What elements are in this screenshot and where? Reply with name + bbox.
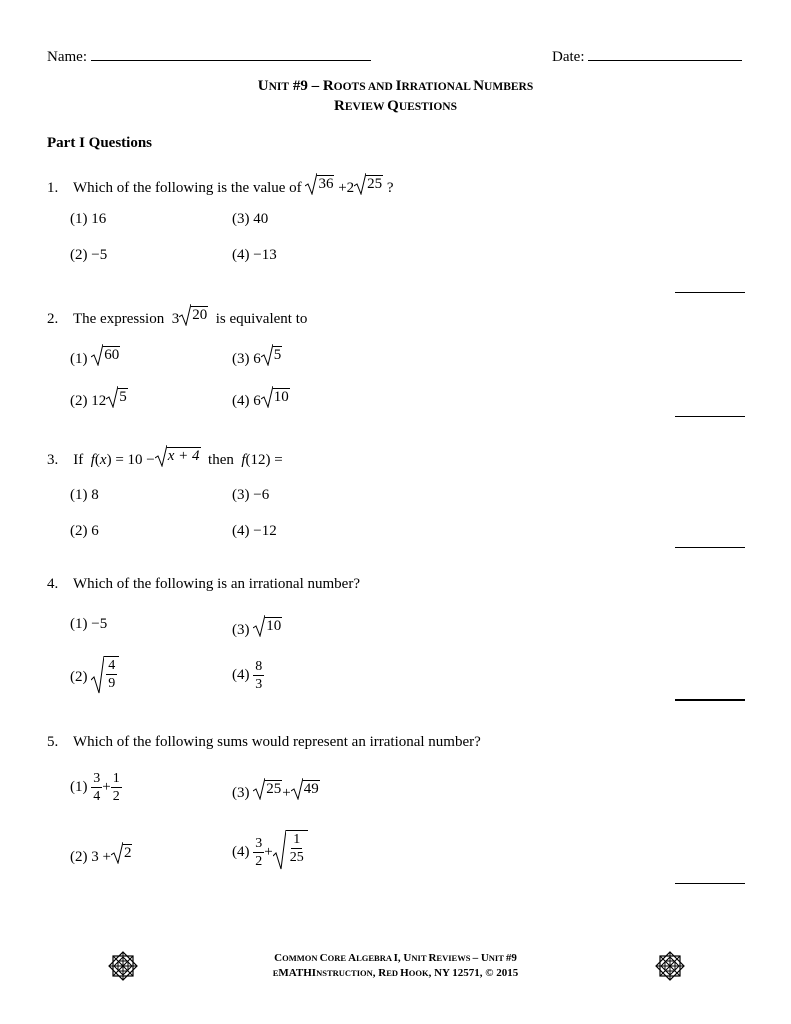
q3-choice-4[interactable]: (4) −12 xyxy=(232,523,277,539)
q2-choice-4[interactable]: (4) 6 10 xyxy=(232,386,290,410)
q1-choice-3[interactable]: (3) 40 xyxy=(232,211,269,227)
question-2: 2. The expression 3 20 is equivalent to xyxy=(47,304,307,328)
q5-choice-1[interactable]: (1) $\frac{3}{4}$ + $\frac{1}{2}$ xyxy=(70,771,120,804)
q1-choice-2[interactable]: (2) −5 xyxy=(70,247,108,263)
q3-choice-3[interactable]: (3) −6 xyxy=(232,487,270,503)
q1-choice-4[interactable]: (4) −13 xyxy=(232,247,277,263)
q4-choice-3[interactable]: (3) 10 xyxy=(232,615,282,639)
q2-choice-2[interactable]: (2) 12 5 xyxy=(70,386,128,410)
q3-answer-line[interactable] xyxy=(675,547,745,548)
q3-choice-1[interactable]: (1) 8 xyxy=(70,487,99,503)
question-4: 4. Which of the following is an irrational number? xyxy=(47,576,360,592)
question-5: 5. Which of the following sums would represent an irrational number? xyxy=(47,734,481,750)
section-heading: Part I Questions xyxy=(47,135,152,151)
page-subtitle: REVIEW QUESTIONS xyxy=(334,98,457,114)
q2-choice-1[interactable]: (1) 60 xyxy=(70,344,120,368)
question-1: 1. Which of the following is the value of 36 +2 25 ? xyxy=(47,173,394,197)
q3-choice-2[interactable]: (2) 6 xyxy=(70,523,99,539)
q1-choice-1[interactable]: (1) 16 xyxy=(70,211,107,227)
q4-choice-2[interactable]: (2) $\frac{4}{9}$ xyxy=(70,656,119,699)
q1-answer-line[interactable] xyxy=(675,292,745,293)
date-blank[interactable] xyxy=(588,60,742,61)
date-label: Date: xyxy=(552,49,585,65)
q5-choice-2[interactable]: (2) 3 + 2 xyxy=(70,842,132,866)
name-label: Name: xyxy=(47,49,87,65)
q2-answer-line[interactable] xyxy=(675,416,745,417)
footer-line-1: COMMON CORE ALGEBRA I, UNIT REVIEWS – UNIT #9 xyxy=(274,952,517,964)
q2-choice-3[interactable]: (3) 6 5 xyxy=(232,344,282,368)
q4-choice-1[interactable]: (1) −5 xyxy=(70,616,108,632)
date-field[interactable] xyxy=(552,49,742,66)
name-field[interactable] xyxy=(47,49,371,66)
name-blank[interactable] xyxy=(91,60,371,61)
q5-answer-line[interactable] xyxy=(675,883,745,884)
question-3: 3. If f(x) = 10 − x + 4 then f(12) = xyxy=(47,445,283,469)
q4-answer-line[interactable] xyxy=(675,699,745,701)
q4-choice-4[interactable]: (4) $\frac{8}{3}$ xyxy=(232,659,263,692)
page-title: UNIT #9 – ROOTS AND IRRATIONAL NUMBERS xyxy=(257,78,534,94)
footer-line-2: EMATHINSTRUCTION, RED HOOK, NY 12571, © 2015 xyxy=(272,967,519,979)
q5-choice-3[interactable]: (3) 25 + 49 xyxy=(232,778,320,802)
q5-choice-4[interactable]: (4) $\frac{3}{2}$ + $\frac{1}{25}$ xyxy=(232,830,308,875)
